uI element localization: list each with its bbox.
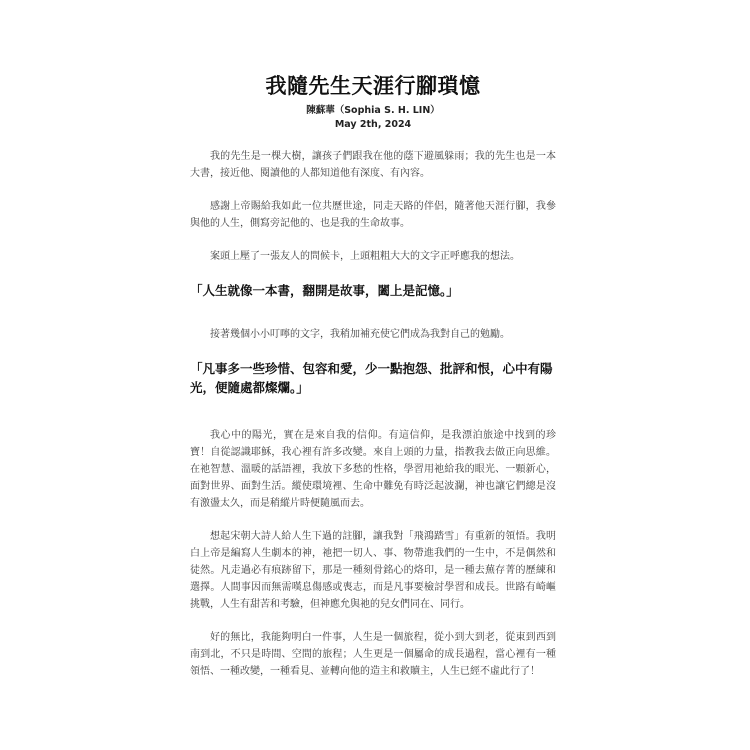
paragraph: 感謝上帝賜給我如此一位共歷世途，同走天路的伴侶，隨著他天涯行腳，我參與他的人生，側寫旁記他的、也是我的生命故事。 [190,201,556,229]
paragraph: 想起宋朝大詩人給人生下過的註腳，讓我對「飛鴻踏雪」有重新的領悟。我明白上帝是編寫人生劇本的神，祂把一切人、事、物帶進我們的一生中，不是偶然和徒然。凡走過必有痕跡留下，那是一種刻骨銘心的烙印，是一種去蕪存菁的歷練和選擇。人間事因而無需嘆息傷感或喪志，而是凡事要檢討學習和成長。世路有崎嶇挑戰，人生有甜苦和考驗，但神應允與祂的兒女們同在、同行。 [190,531,556,610]
document-author: 陳蘇華（Sophia S. H. LIN） [306,105,440,116]
document-page [190,58,556,696]
paragraph: 我心中的陽光，實在是來自我的信仰。有這信仰，是我漂泊旅途中找到的珍寶！自從認識耶穌，我心裡有許多改變。來自上頭的力量，指教我去做正向思維。在祂智慧、溫暖的話語裡，我放下多愁的性格，學習用祂給我的眼光、一顆新心，面對世界、面對生活。縱使環境裡、生命中難免有時泛起波瀾，神也讓它們總是沒有激盪太久，而是稍縱片時便隨風而去。 [190,430,556,509]
paragraph: 案頭上壓了一張友人的問候卡，上頭粗粗大大的文字正呼應我的想法。 [210,251,520,262]
document-date: May 2th, 2024 [334,119,412,130]
paragraph: 接著幾個小小叮嚀的文字，我稍加補充使它們成為我對自己的勉勵。 [210,329,510,340]
quote-highlight: 「凡事多一些珍惜、包容和愛，少一點抱怨、批評和恨，心中有陽光，便隨處都燦爛。」 [190,361,553,395]
paragraph: 我的先生是一棵大樹，讓孩子們跟我在他的蔭下避風躲雨；我的先生也是一本大書，接近他、閱讀他的人都知道他有深度、有內容。 [190,151,556,179]
document-title: 我隨先生天涯行腳瑣憶 [265,74,481,98]
paragraph: 好的無比，我能夠明白一件事，人生是一個旅程，從小到大到老，從東到西到南到北，不只是時間、空間的旅程；人生更是一個屬命的成長過程，當心裡有一種領悟、一種改變，一種看見、並轉向他的造主和救贖主，人生已經不虛此行了！ [190,632,556,677]
quote-highlight: 「人生就像一本書，翻開是故事，闔上是記憶。」 [190,283,459,298]
